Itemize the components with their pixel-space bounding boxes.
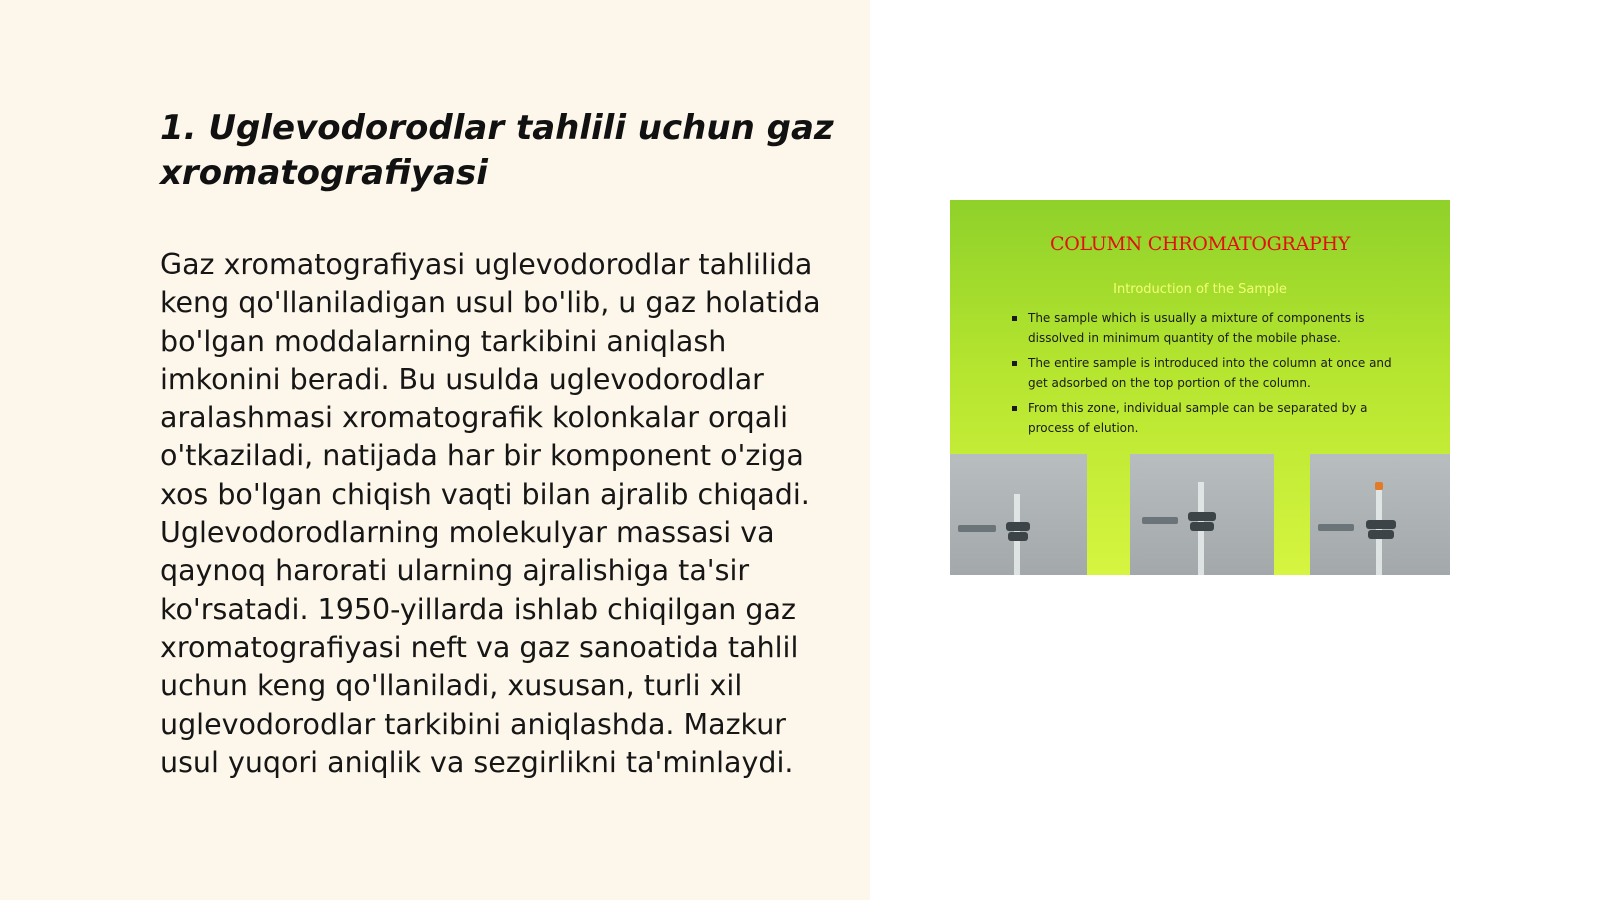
- image-bullet: The entire sample is introduced into the column at once and get adsorbed on the top portion of the column.: [1010, 353, 1405, 393]
- image-bullet-list: [1010, 308, 1405, 443]
- column-photo: [1310, 454, 1450, 575]
- bullet-icon: [1012, 361, 1017, 366]
- column-photo: [950, 454, 1087, 575]
- embedded-slide-image: [950, 200, 1450, 575]
- column-photo: [1130, 454, 1274, 575]
- bullet-icon: [1012, 316, 1017, 321]
- image-title: COLUMN CHROMATOGRAPHY: [1049, 233, 1350, 255]
- image-bullet: The sample which is usually a mixture of components is dissolved in minimum quantity of the mobile phase.: [1010, 308, 1405, 348]
- slide-body-text: Gaz xromatografiyasi uglevodorodlar tahlilida keng qo'llaniladigan usul bo'lib, u gaz holatida bo'lgan moddalarning tarkibini aniqlash imkonini beradi. Bu usulda uglevodorodlar aralashmasi xromatografik kolonkalar orqali o'tkaziladi, natijada har bir komponent o'ziga xos bo'lgan chiqish vaqti bilan ajralib chiqadi. Uglevodorodlarning molekulyar massasi va qaynoq harorati ularning ajralishiga ta'sir ko'rsatadi. 1950-yillarda ishlab chiqilgan gaz xromatografiyasi neft va gaz sanoatida tahlil uchun keng qo'llaniladi, xususan, turli xil uglevodorodlar tarkibini aniqlashda. Mazkur usul yuqori aniqlik va sezgirlikni ta'minlaydi.: [160, 248, 821, 779]
- image-subtitle: Introduction of the Sample: [1113, 282, 1287, 297]
- bullet-icon: [1012, 406, 1017, 411]
- image-bullet: From this zone, individual sample can be separated by a process of elution.: [1010, 398, 1405, 438]
- slide-title: 1. Uglevodorodlar tahlili uchun gaz xromatografiyasi: [160, 108, 834, 193]
